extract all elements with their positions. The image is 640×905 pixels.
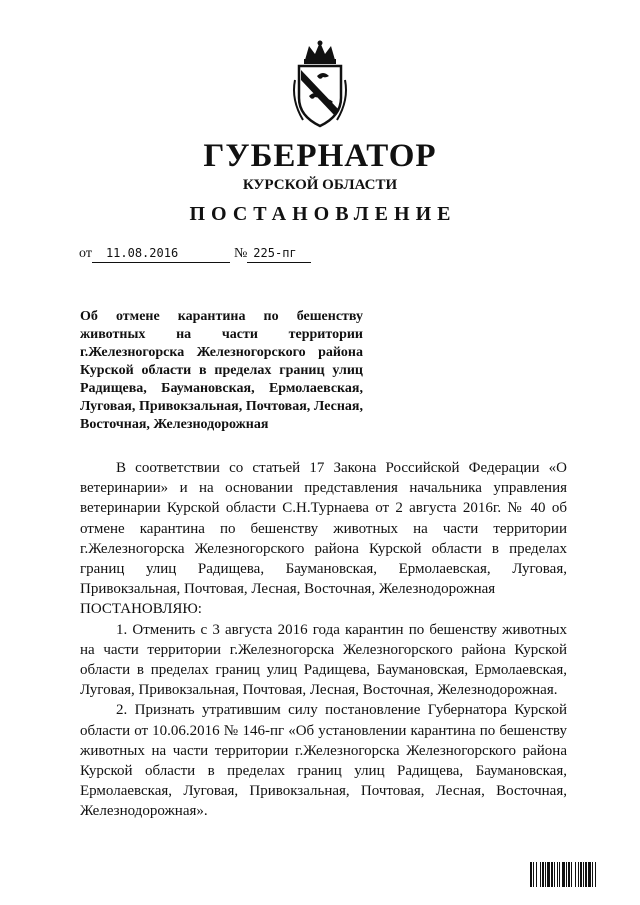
coat-of-arms-icon — [287, 40, 353, 128]
document-number: 225-пг — [247, 244, 311, 263]
resolve-paragraph: ПОСТАНОВЛЯЮ: — [80, 601, 202, 618]
document-type: ПОСТАНОВЛЕНИЕ — [189, 203, 457, 225]
item-1-paragraph: 1. Отменить с 3 августа 2016 года карантин по бешенству животных на части территории г.Железногорска Железногорского района Курской области в пределах границ улиц Радищева, Баумановская, Ермолаевская, Луговая, Привокзальная, Почтовая, Лесная, Восточная, Железнодорожная. — [80, 621, 567, 699]
date-prefix: от — [79, 246, 92, 261]
governor-title: ГУБЕРНАТОР — [203, 138, 437, 174]
document-meta — [79, 244, 311, 263]
document-body — [80, 458, 567, 822]
item-2-paragraph: 2. Признать утратившим силу постановление Губернатора Курской области от 10.06.2016 № 146-пг «Об установлении карантина по бешенству животных на части территории г.Железногорска Железногорского района Курской области в пределах границ улиц Радищева, Баумановская, Ермолаевская, Луговая, Привокзальная, Почтовая, Лесная, Восточная, Железнодорожная». — [80, 702, 567, 820]
barcode-icon — [530, 862, 620, 887]
document-date: 11.08.2016 — [92, 244, 230, 263]
preamble-paragraph: В соответствии со статьей 17 Закона Российской Федерации «О ветеринарии» и на основании представления начальника управления ветеринарии Курской области С.Н.Турнаева от 2 августа 2016г. № 40 об отмене карантина по бешенству животных на части территории г.Железногорска Железногорского района Курской области в пределах границ улиц Радищева, Баумановская, Ермолаевская, Луговая, Привокзальная, Почтовая, Лесная, Восточная, Железнодорожная — [80, 460, 567, 598]
region-name: КУРСКОЙ ОБЛАСТИ — [242, 177, 398, 193]
document-subject: Об отмене карантина по бешенству животных на части территории г.Железногорска Железногорского района Курской области в пределах границ улиц Радищева, Баумановская, Ермолаевская, Луговая, Привокзальная, Почтовая, Лесная, Восточная, Железнодорожная — [80, 309, 363, 432]
number-sign: № — [233, 246, 248, 261]
